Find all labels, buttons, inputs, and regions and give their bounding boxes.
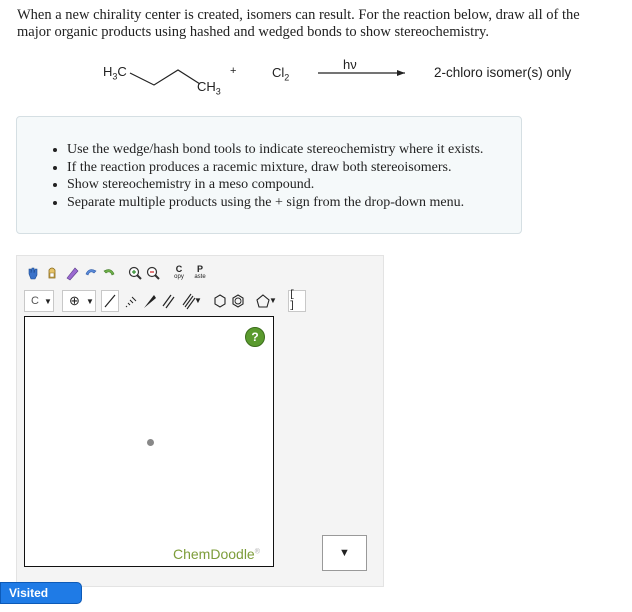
chevron-down-icon: ▼ bbox=[86, 297, 94, 306]
plus-sign: + bbox=[230, 65, 237, 77]
double-bond-tool[interactable] bbox=[159, 290, 177, 312]
instruction-item: • Show stereochemistry in a meso compound. bbox=[67, 176, 483, 194]
paste-sub-label: aste bbox=[194, 274, 206, 280]
chevron-down-icon: ▼ bbox=[339, 547, 350, 559]
eraser-icon[interactable] bbox=[64, 264, 80, 282]
instruction-item: • If the reaction produces a racemic mixture, draw both stereoisomers. bbox=[67, 159, 483, 177]
triple-bond-dropdown[interactable] bbox=[177, 290, 201, 312]
cyclopentane-ring-dropdown[interactable] bbox=[249, 290, 277, 312]
benzene-ring-icon[interactable] bbox=[230, 290, 246, 312]
reactant-skeleton bbox=[0, 0, 632, 110]
chevron-down-icon: ▼ bbox=[194, 296, 202, 305]
atom-carbon-dropdown[interactable] bbox=[24, 290, 54, 312]
visited-badge: Visited bbox=[0, 582, 82, 604]
chemdoodle-brand: ChemDoodle® bbox=[173, 546, 260, 562]
reactant-h3c-label: $H_3C$ bbox=[103, 64, 127, 82]
copy-label: C bbox=[175, 264, 183, 274]
canvas-cursor-dot bbox=[147, 439, 154, 446]
instructions-box bbox=[16, 116, 522, 234]
cyclohexane-ring-icon[interactable] bbox=[212, 290, 228, 312]
hand-pan-icon[interactable] bbox=[25, 264, 41, 282]
reagent-cl2-label: $Cl_2$ bbox=[272, 65, 290, 83]
condition-hv: hν bbox=[343, 57, 357, 72]
product-hint: 2-chloro isomer(s) only bbox=[434, 65, 572, 80]
instruction-item: • Use the wedge/hash bond tools to indicate stereochemistry where it exists. bbox=[67, 141, 483, 159]
charge-plus-icon: ⊕ bbox=[69, 293, 80, 308]
brand-text: ChemDoodle bbox=[173, 546, 255, 562]
hash-bond-tool[interactable] bbox=[121, 290, 139, 312]
redo-icon[interactable] bbox=[101, 264, 117, 282]
lasso-icon[interactable] bbox=[44, 264, 60, 282]
chevron-down-icon: ▼ bbox=[269, 296, 277, 305]
wedge-bond-tool[interactable] bbox=[140, 290, 158, 312]
instructions-list bbox=[17, 141, 483, 211]
carbon-label: C bbox=[31, 295, 39, 307]
copy-sub-label: opy bbox=[174, 274, 184, 280]
product-separator-select[interactable] bbox=[322, 535, 367, 571]
bracket-tool[interactable] bbox=[288, 290, 306, 312]
zoom-out-icon[interactable] bbox=[145, 264, 161, 282]
paste-label: P bbox=[196, 264, 203, 274]
chevron-down-icon: ▼ bbox=[44, 297, 52, 306]
instruction-item: • Separate multiple products using the + sign from the drop-down menu. bbox=[67, 194, 483, 212]
bracket-label: [ ] bbox=[289, 290, 296, 312]
reactant-ch3-label: $CH_3$ bbox=[197, 79, 221, 97]
zoom-in-icon[interactable] bbox=[127, 264, 143, 282]
undo-icon[interactable] bbox=[83, 264, 99, 282]
question-text: When a new chirality center is created, isomers can result. For the reaction below, draw all of the major organic products using hashed and wedged bonds to show stereochemistry. bbox=[17, 7, 580, 40]
help-button[interactable]: ? bbox=[245, 327, 265, 347]
reaction-scheme bbox=[0, 0, 632, 110]
paste-button[interactable] bbox=[192, 262, 208, 284]
drawing-canvas[interactable] bbox=[24, 316, 274, 567]
charge-dropdown[interactable] bbox=[62, 290, 96, 312]
copy-button[interactable] bbox=[171, 262, 187, 284]
single-bond-tool[interactable] bbox=[101, 290, 119, 312]
